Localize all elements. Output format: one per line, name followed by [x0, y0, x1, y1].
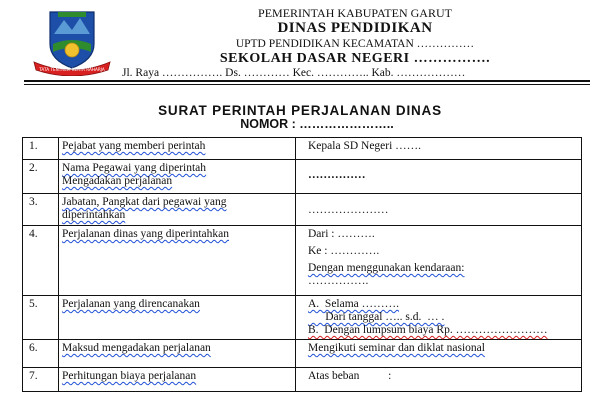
row-number: 4. [23, 226, 59, 296]
table-row [23, 368, 582, 392]
row-label: Perjalanan yang direncanakan [59, 296, 296, 340]
row-value: …………… [296, 160, 582, 194]
row-value: Atas beban : [296, 368, 582, 392]
document-number: NOMOR : ………………….. [240, 117, 394, 131]
row-number: 6. [23, 340, 59, 368]
letterhead-rule-thin [24, 84, 590, 85]
row-number: 7. [23, 368, 59, 392]
table-row [23, 226, 582, 296]
table-row [23, 296, 582, 340]
row-label: Maksud mengadakan perjalanan [59, 340, 296, 368]
letterhead-uptd: UPTD PENDIDIKAN KECAMATAN …………… [235, 38, 475, 50]
document-title: SURAT PERINTAH PERJALANAN DINAS [158, 103, 442, 118]
row-label: Jabatan, Pangkat dari pegawai yang diperintahkan [59, 194, 296, 226]
row-number: 1. [23, 138, 59, 160]
row-value: Kepala SD Negeri ……. [296, 138, 582, 160]
row-label: Pejabat yang memberi perintah [59, 138, 296, 160]
svg-text:TATA TENTREM KERTA RAHARJA: TATA TENTREM KERTA RAHARJA [39, 67, 105, 72]
row-value: ………………… [296, 194, 582, 226]
row-number: 3. [23, 194, 59, 226]
row-value: Dari : ………. Ke : …………. Dengan menggunakan kendaraan: ……………. [296, 226, 582, 296]
letterhead-rule-thick [24, 80, 590, 82]
table-row [23, 138, 582, 160]
row-label: Perjalanan dinas yang diperintahkan [59, 226, 296, 296]
row-number: 2. [23, 160, 59, 194]
letterhead-government: PEMERINTAH KABUPATEN GARUT [258, 6, 452, 20]
row-label: Nama Pegawai yang diperintah Mengadakan perjalanan [59, 160, 296, 194]
letterhead [120, 6, 590, 80]
row-value: Mengikuti seminar dan diklat nasional [296, 340, 582, 368]
letterhead-school: SEKOLAH DASAR NEGERI ……………. [219, 51, 491, 66]
garut-regency-emblem-icon [28, 8, 116, 76]
row-label: Perhitungan biaya perjalanan [59, 368, 296, 392]
table-row [23, 340, 582, 368]
letterhead-agency: DINAS PENDIDIKAN [277, 20, 433, 36]
letterhead-address: Jl. Raya ……………. Ds. ………… Kec. ………….. Kab. ……………… [122, 67, 466, 79]
spd-form-table [22, 137, 582, 392]
row-number: 5. [23, 296, 59, 340]
table-row [23, 160, 582, 194]
row-value: A. Selama ………. Dari tanggal ….. s.d. … . B. Dengan lumpsum biaya Rp. …………………… [296, 296, 582, 340]
table-row [23, 194, 582, 226]
